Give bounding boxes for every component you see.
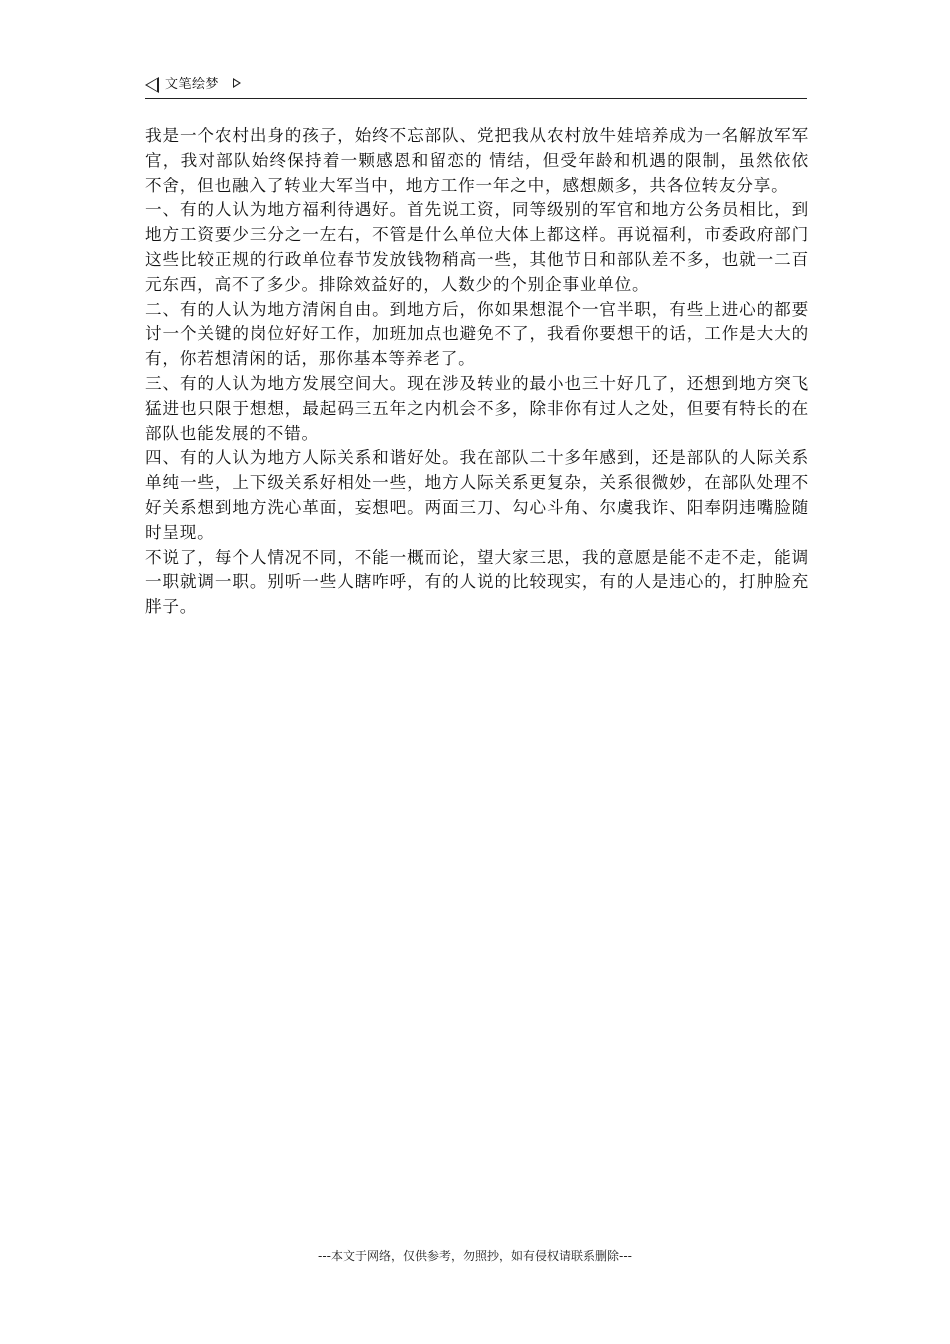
paragraph-conclusion: 不说了，每个人情况不同，不能一概而论，望大家三思，我的意愿是能不走不走，能调一职就调一职。别听一些人瞎咋呼，有的人说的比较现实，有的人是违心的，打肿脸充胖子。 xyxy=(145,547,809,617)
paragraph-point-1: 一、有的人认为地方福利待遇好。首先说工资，同等级别的军官和地方公务员相比，到地方工资要少三分之一左右，不管是什么单位大体上都这样。再说福利，市委政府部门这些比较正规的行政单位春节发放钱物稍高一些，其他节日和部队差不多，也就一二百元东西，高不了多少。排除效益好的，人数少的个别企事业单位。 xyxy=(145,200,809,294)
paragraph-point-4: 四、有的人认为地方人际关系和谐好处。我在部队二十多年感到，还是部队的人际关系单纯一些，上下级关系好相处一些，地方人际关系更复杂，关系很微妙，在部队处理不好关系想到地方洗心革面，妄想吧。两面三刀、勾心斗角、尔虞我诈、阳奉阴违嘴脸随时呈现。 xyxy=(145,448,809,542)
right-triangle-icon xyxy=(233,78,241,88)
page-footer: ---本文于网络，仅供参考，勿照抄，如有侵权请联系删除--- xyxy=(318,1249,632,1263)
paragraph-point-2: 二、有的人认为地方清闲自由。到地方后，你如果想混个一官半职，有些上进心的都要讨一个关键的岗位好好工作，加班加点也避免不了，我看你要想干的话，工作是大大的有，你若想清闲的话，那你基本等养老了。 xyxy=(145,299,809,369)
paragraph-intro: 我是一个农村出身的孩子，始终不忘部队、党把我从农村放牛娃培养成为一名解放军军官，我对部队始终保持着一颗感恩和留恋的 情结，但受年龄和机遇的限制，虽然依依不舍，但也融入了转业大军当中，地方工作一年之中，感想颇多，共各位转友分享。 xyxy=(145,126,809,195)
header-title: 文笔绘梦 xyxy=(165,77,220,92)
page-header xyxy=(145,74,807,99)
paragraph-point-3: 三、有的人认为地方发展空间大。现在涉及转业的最小也三十好几了，还想到地方突飞猛进也只限于想想，最起码三五年之内机会不多，除非你有过人之处，但要有特长的在部队也能发展的不错。 xyxy=(145,373,809,443)
document-body xyxy=(145,124,809,620)
left-triangle-icon xyxy=(145,77,159,93)
